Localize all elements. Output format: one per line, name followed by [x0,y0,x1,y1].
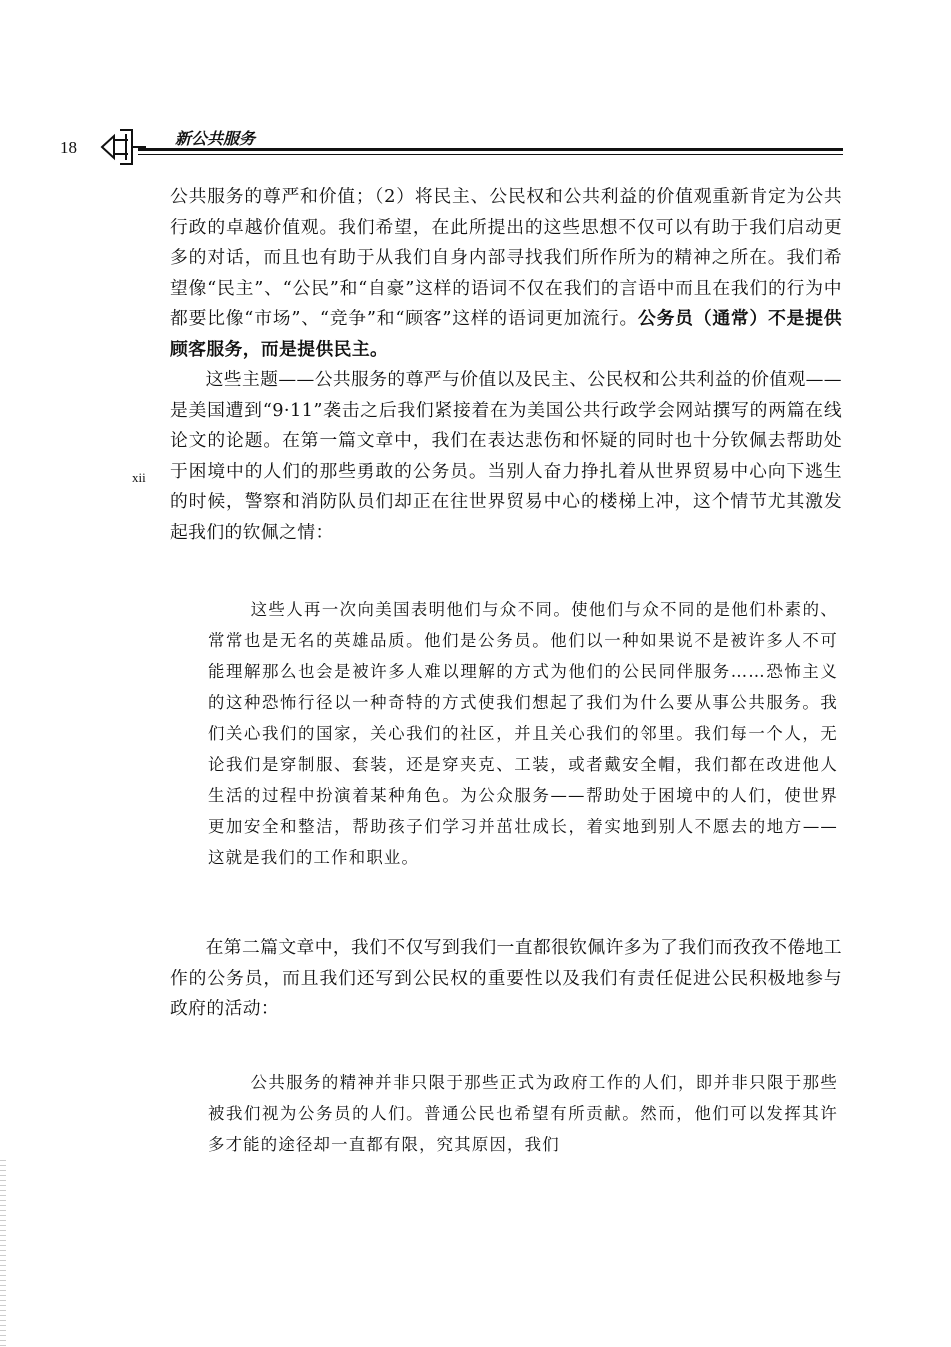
body-paragraph-2 [170,365,842,548]
running-title: 新公共服务 [175,129,256,148]
paragraph-1-emphasis: 公务员（通常）不是提供顾客服务，而是提供民主。 [170,308,842,360]
header-rule-thin [138,154,843,155]
margin-note: xii [132,470,146,485]
edge-speckle [0,1160,6,1347]
ornamental-arrow-icon [98,124,148,170]
page-number: 18 [60,138,77,157]
paragraph-3-text: 在第二篇文章中，我们不仅写到我们一直都很钦佩许多为了我们而孜孜不倦地工作的公务员，而且我们还写到公民权的重要性以及我们有责任促进公民积极地参与政府的活动： [170,937,842,1019]
paragraph-1-text: 公共服务的尊严和价值；（2）将民主、公民权和公共利益的价值观重新肯定为公共行政的卓越价值观。我们希望，在此所提出的这些思想不仅可以有助于我们启动更多的对话，而且也有助于从我们自身内部寻找我们所作所为的精神之所在。我们希望像“民主”、“公民”和“自豪”这样的语词不仅在我们的言语中而且在我们的行为中都要比像“市场”、“竞争”和“顾客”这样的语词更加流行。 [170,186,842,329]
header-rule [138,148,843,151]
body-paragraph-3 [170,933,842,1025]
quote-2-text: 公共服务的精神并非只限于那些正式为政府工作的人们，即并非只限于那些被我们视为公务员的人们。普通公民也希望有所贡献。然而，他们可以发挥其许多才能的途径却一直都有限，究其原因，我们 [208,1073,838,1154]
paragraph-2-text: 这些主题——公共服务的尊严与价值以及民主、公民权和公共利益的价值观——是美国遭到“9·11”袭击之后我们紧接着在为美国公共行政学会网站撰写的两篇在线论文的论题。在第一篇文章中，我们在表达悲伤和怀疑的同时也十分钦佩去帮助处于困境中的人们的那些勇敢的公务员。当别人奋力挣扎着从世界贸易中心向下逃生的时候，警察和消防队员们却正在往世界贸易中心的楼梯上冲，这个情节尤其激发起我们的钦佩之情： [170,369,842,543]
body-paragraph-1 [170,182,842,365]
quote-1-text: 这些人再一次向美国表明他们与众不同。使他们与众不同的是他们朴素的、常常也是无名的英雄品质。他们是公务员。他们以一种如果说不是被许多人不可能理解那么也会是被许多人难以理解的方式为他们的公民同伴服务……恐怖主义的这种恐怖行径以一种奇特的方式使我们想起了我们为什么要从事公共服务。我们关心我们的国家，关心我们的社区，并且关心我们的邻里。我们每一个人，无论我们是穿制服、套装，还是穿夹克、工装，或者戴安全帽，我们都在改进他人生活的过程中扮演着某种角色。为公众服务——帮助处于困境中的人们，使世界更加安全和整洁，帮助孩子们学习并茁壮成长，着实地到别人不愿去的地方——这就是我们的工作和职业。 [208,600,838,867]
block-quote-2 [208,1067,838,1160]
block-quote-1 [208,594,838,873]
